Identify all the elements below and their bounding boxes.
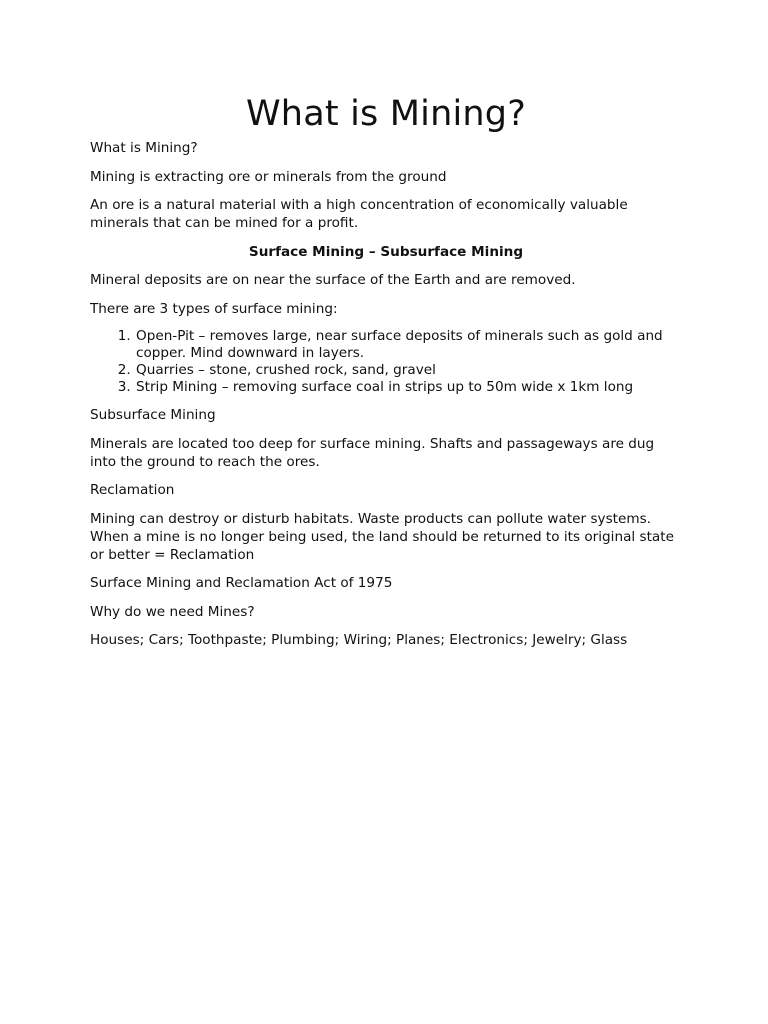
surface-types-list xyxy=(90,328,682,396)
list-item: 2. Quarries – stone, crushed rock, sand, gravel xyxy=(135,362,682,379)
reclamation-paragraph: Mining can destroy or disturb habitats. Waste products can pollute water systems. When a mine is no longer being used, the land should be returned to its original state or better = Reclamation xyxy=(90,510,674,563)
surface-deposits-paragraph: Mineral deposits are on near the surface of the Earth and are removed. xyxy=(90,272,576,288)
definition-paragraph: Mining is extracting ore or minerals from the ground xyxy=(90,168,447,185)
document-content xyxy=(90,92,682,660)
list-item: 1. Open-Pit – removes large, near surface deposits of minerals such as gold and copper. Mind downward in layers. xyxy=(135,328,682,362)
act-paragraph: Surface Mining and Reclamation Act of 1975 xyxy=(90,575,393,591)
ore-definition-paragraph: An ore is a natural material with a high concentration of economically valuable minerals that can be mined for a profit. xyxy=(90,197,628,231)
types-intro-paragraph: There are 3 types of surface mining: xyxy=(90,300,338,317)
section-heading: Surface Mining – Subsurface Mining xyxy=(248,243,524,260)
page-title: What is Mining? xyxy=(246,94,526,134)
list-item: 3. Strip Mining – removing surface coal in strips up to 50m wide x 1km long xyxy=(135,379,682,396)
subtitle-paragraph: What is Mining? xyxy=(90,140,198,156)
subsurface-heading: Subsurface Mining xyxy=(90,407,216,423)
subsurface-paragraph: Minerals are located too deep for surface mining. Shafts and passageways are dug into the ground to reach the ores. xyxy=(90,435,655,470)
uses-paragraph: Houses; Cars; Toothpaste; Plumbing; Wiring; Planes; Electronics; Jewelry; Glass xyxy=(90,632,628,648)
reclamation-heading: Reclamation xyxy=(90,482,175,498)
why-question-paragraph: Why do we need Mines? xyxy=(90,603,255,620)
